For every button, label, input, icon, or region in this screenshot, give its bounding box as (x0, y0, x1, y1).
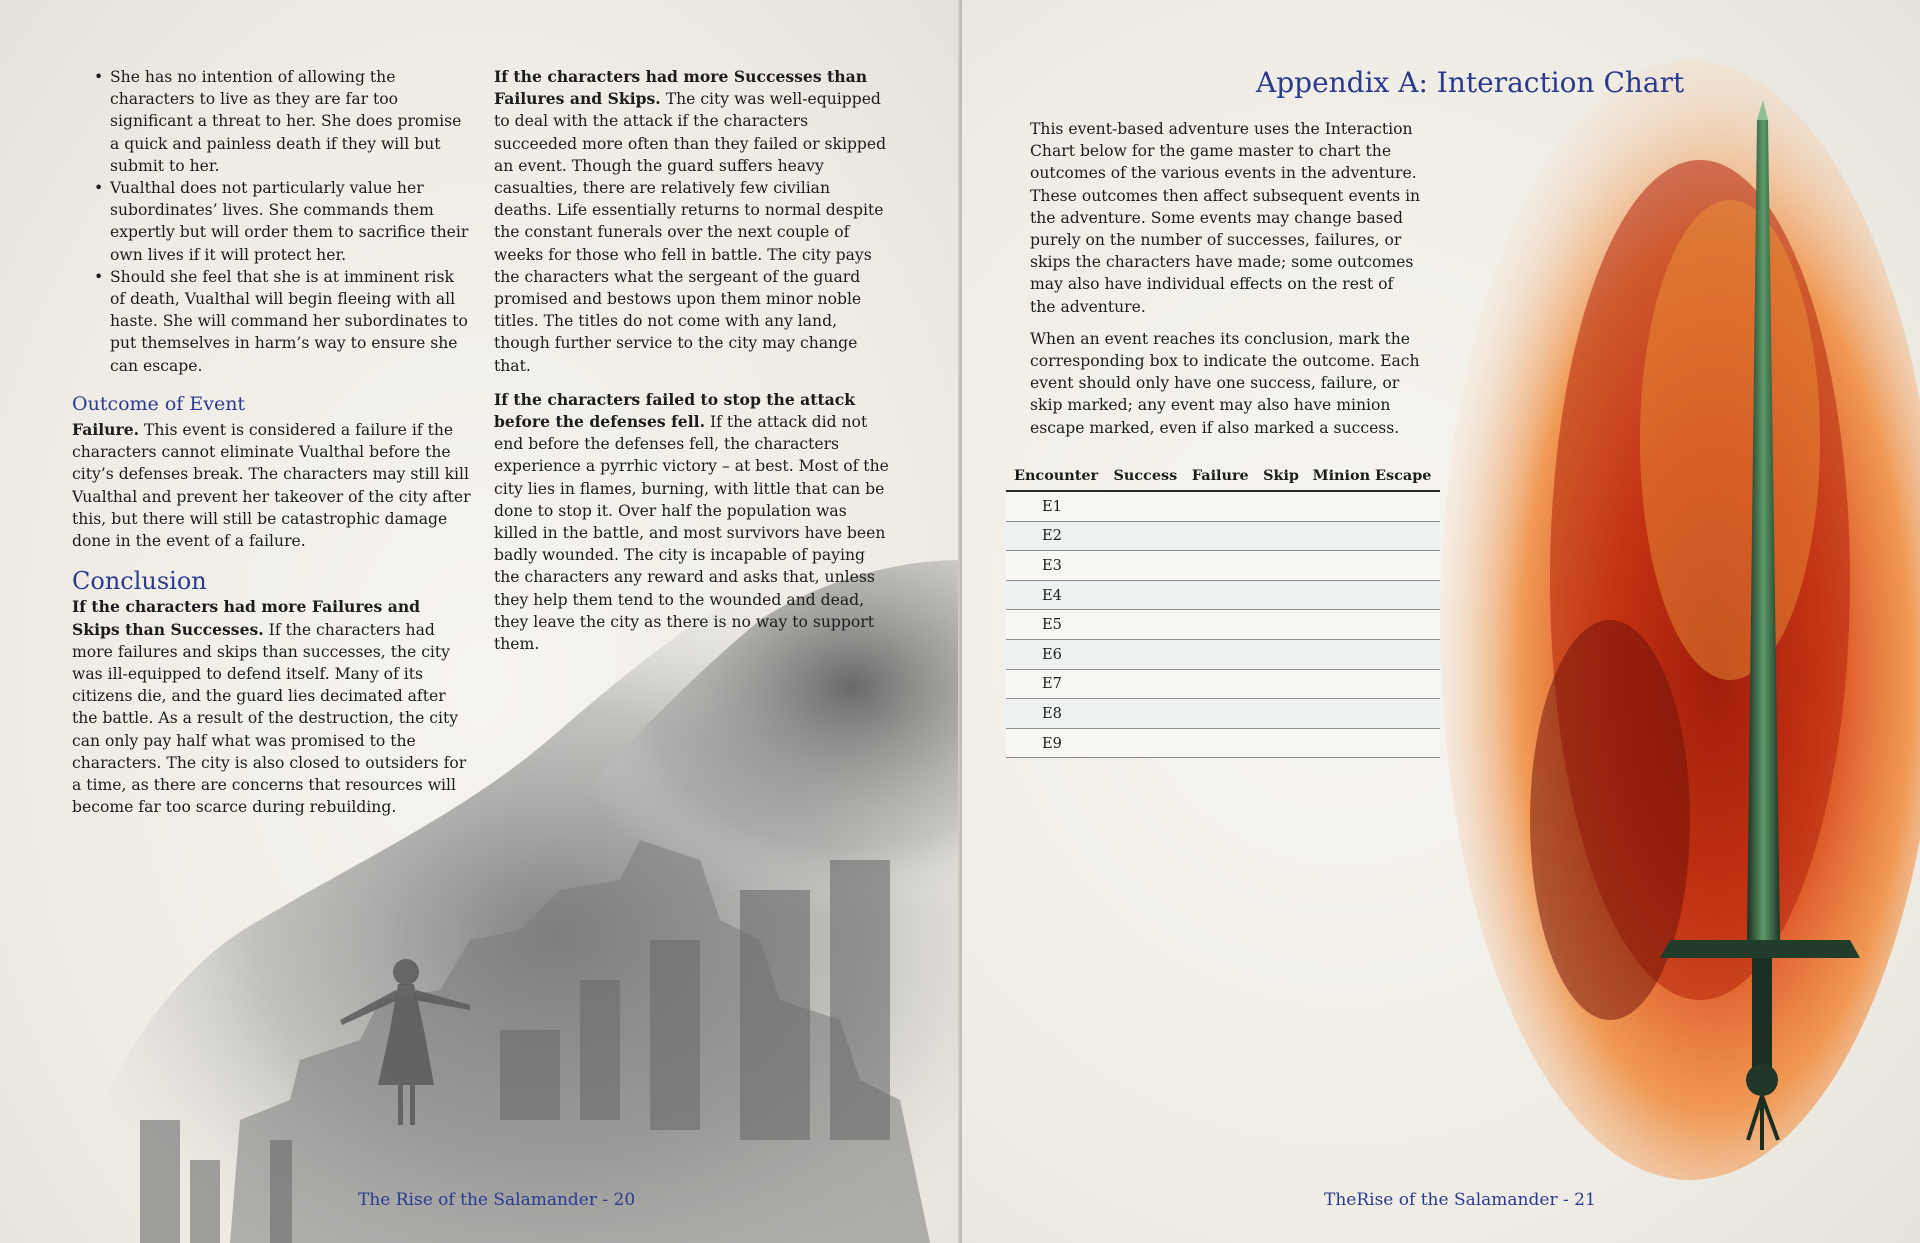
failure-paragraph (72, 419, 472, 552)
minion-escape-box[interactable] (1305, 728, 1440, 758)
outcome-heading: Outcome of Event (72, 392, 246, 415)
page-footer-right: TheRise of the Salamander - 21 (1324, 1190, 1596, 1210)
header-failure: Failure (1184, 463, 1255, 491)
encounter-cell: E1 (1006, 491, 1105, 521)
failure-box[interactable] (1184, 521, 1255, 551)
skip-box[interactable] (1255, 551, 1305, 581)
bullet-item: • She has no intention of allowing the characters to live as they are far too significant a threat to her. She does promise a quick and painless death if they will but submit to her. (110, 66, 472, 177)
success-box[interactable] (1105, 610, 1183, 640)
appendix-title: Appendix A: Interaction Chart (1256, 66, 1685, 99)
failed-paragraph (494, 389, 890, 655)
failure-box[interactable] (1184, 580, 1255, 610)
failure-text: This event is considered a failure if the characters cannot eliminate Vualthal before the city’s defenses break. The characters may still kill Vualthal and prevent her takeover of the city after this, but there will still be catastrophic damage done in the event of a failure. (72, 421, 471, 551)
header-success: Success (1105, 463, 1183, 491)
table-row (1006, 491, 1440, 521)
failure-box[interactable] (1184, 699, 1255, 729)
conclusion-text: If the characters had more failures and skips than successes, the city was ill-equipped to defend itself. Many of its citizens die, and the guard lies decimated after the battle. As a result of the destruction, the city can only pay half what was promised to the characters. The city is also closed to outsiders for a time, as there are concerns that resources will become far too scarce during rebuilding. (72, 620, 467, 817)
minion-escape-box[interactable] (1305, 521, 1440, 551)
encounter-cell: E7 (1006, 669, 1105, 699)
conclusion-paragraph (72, 596, 472, 818)
failure-box[interactable] (1184, 639, 1255, 669)
encounter-cell: E9 (1006, 728, 1105, 758)
success-box[interactable] (1105, 521, 1183, 551)
minion-escape-box[interactable] (1305, 639, 1440, 669)
success-box[interactable] (1105, 580, 1183, 610)
table-row (1006, 699, 1440, 729)
success-paragraph (494, 66, 890, 377)
failure-box[interactable] (1184, 669, 1255, 699)
header-encounter: Encounter (1006, 463, 1105, 491)
skip-box[interactable] (1255, 491, 1305, 521)
skip-box[interactable] (1255, 610, 1305, 640)
failure-box[interactable] (1184, 610, 1255, 640)
encounter-cell: E6 (1006, 639, 1105, 669)
skip-box[interactable] (1255, 580, 1305, 610)
flaming-sword-illustration (1430, 60, 1920, 1190)
vualthal-tactics-list (72, 66, 472, 377)
intro-paragraph-2: When an event reaches its conclusion, mark the corresponding box to indicate the outcome. Each event should only have one success, failure, or skip marked; any event may also have minion escape marked, even if also marked a success. (1030, 329, 1420, 437)
minion-escape-box[interactable] (1305, 669, 1440, 699)
encounter-cell: E4 (1006, 580, 1105, 610)
encounter-cell: E2 (1006, 521, 1105, 551)
minion-escape-box[interactable] (1305, 699, 1440, 729)
success-lead: If the characters had more Successes than Failures and Skips. (494, 67, 868, 109)
left-column-b (494, 66, 890, 661)
table-row (1006, 669, 1440, 699)
left-column-a (72, 66, 472, 825)
failed-lead: If the characters failed to stop the attack before the defenses fell. (494, 389, 856, 432)
skip-box[interactable] (1255, 521, 1305, 551)
interaction-chart-table (1006, 463, 1440, 758)
success-box[interactable] (1105, 491, 1183, 521)
right-intro-text (1030, 118, 1422, 449)
header-skip: Skip (1255, 463, 1305, 491)
intro-paragraph-1: This event-based adventure uses the Interaction Chart below for the game master to chart the outcomes of the various events in the adventure. These outcomes then affect subsequent events in the adventure. Some events may change based purely on the number of successes, failures, or skips the characters have made; some outcomes may also have individual effects on the rest of the adventure. (1030, 120, 1421, 316)
skip-box[interactable] (1255, 669, 1305, 699)
table-header-row (1006, 463, 1440, 491)
minion-escape-box[interactable] (1305, 580, 1440, 610)
table-row (1006, 521, 1440, 551)
bullet-item: • Should she feel that she is at imminent risk of death, Vualthal will begin fleeing with all haste. She will command her subordinates to put themselves in harm’s way to ensure she can escape. (110, 266, 472, 377)
conclusion-lead: If the characters had more Failures and Skips than Successes. (72, 597, 421, 639)
table-row (1006, 580, 1440, 610)
conclusion-heading: Conclusion (72, 567, 207, 596)
minion-escape-box[interactable] (1305, 551, 1440, 581)
skip-box[interactable] (1255, 699, 1305, 729)
bullet-item: • Vualthal does not particularly value her subordinates’ lives. She commands them expertly but will order them to sacrifice their own lives if it will protect her. (110, 177, 472, 266)
failed-text: If the attack did not end before the defenses fell, the characters experience a pyrrhic victory – at best. Most of the city lies in flames, burning, with little that can be done to stop it. Over half the population was killed in the battle, and most survivors have been badly wounded. The city is incapable of paying the characters any reward and asks that, unless they help them tend to the wounded and dead, they leave the city as there is no way to support them. (494, 413, 889, 654)
failure-box[interactable] (1184, 728, 1255, 758)
success-box[interactable] (1105, 669, 1183, 699)
success-box[interactable] (1105, 728, 1183, 758)
encounter-cell: E8 (1006, 699, 1105, 729)
table-row (1006, 728, 1440, 758)
failure-lead: Failure. (72, 420, 140, 440)
failure-box[interactable] (1184, 491, 1255, 521)
success-box[interactable] (1105, 551, 1183, 581)
minion-escape-box[interactable] (1305, 610, 1440, 640)
success-text: The city was well-equipped to deal with the attack if the characters succeeded more often than they failed or skipped an event. Though the guard suffers heavy casualties, there are relatively few civilian deaths. Life essentially returns to normal despite the constant funerals over the next couple of weeks for those who fell in battle. The city pays the characters what the sergeant of the guard promised and bestows upon them minor noble titles. The titles do not come with any land, though further service to the city may change that. (494, 90, 887, 375)
page-footer-left: The Rise of the Salamander - 20 (358, 1190, 636, 1210)
success-box[interactable] (1105, 639, 1183, 669)
header-minion-escape: Minion Escape (1305, 463, 1440, 491)
skip-box[interactable] (1255, 639, 1305, 669)
skip-box[interactable] (1255, 728, 1305, 758)
success-box[interactable] (1105, 699, 1183, 729)
table-row (1006, 551, 1440, 581)
table-row (1006, 639, 1440, 669)
encounter-cell: E3 (1006, 551, 1105, 581)
failure-box[interactable] (1184, 551, 1255, 581)
table-row (1006, 610, 1440, 640)
encounter-cell: E5 (1006, 610, 1105, 640)
minion-escape-box[interactable] (1305, 491, 1440, 521)
